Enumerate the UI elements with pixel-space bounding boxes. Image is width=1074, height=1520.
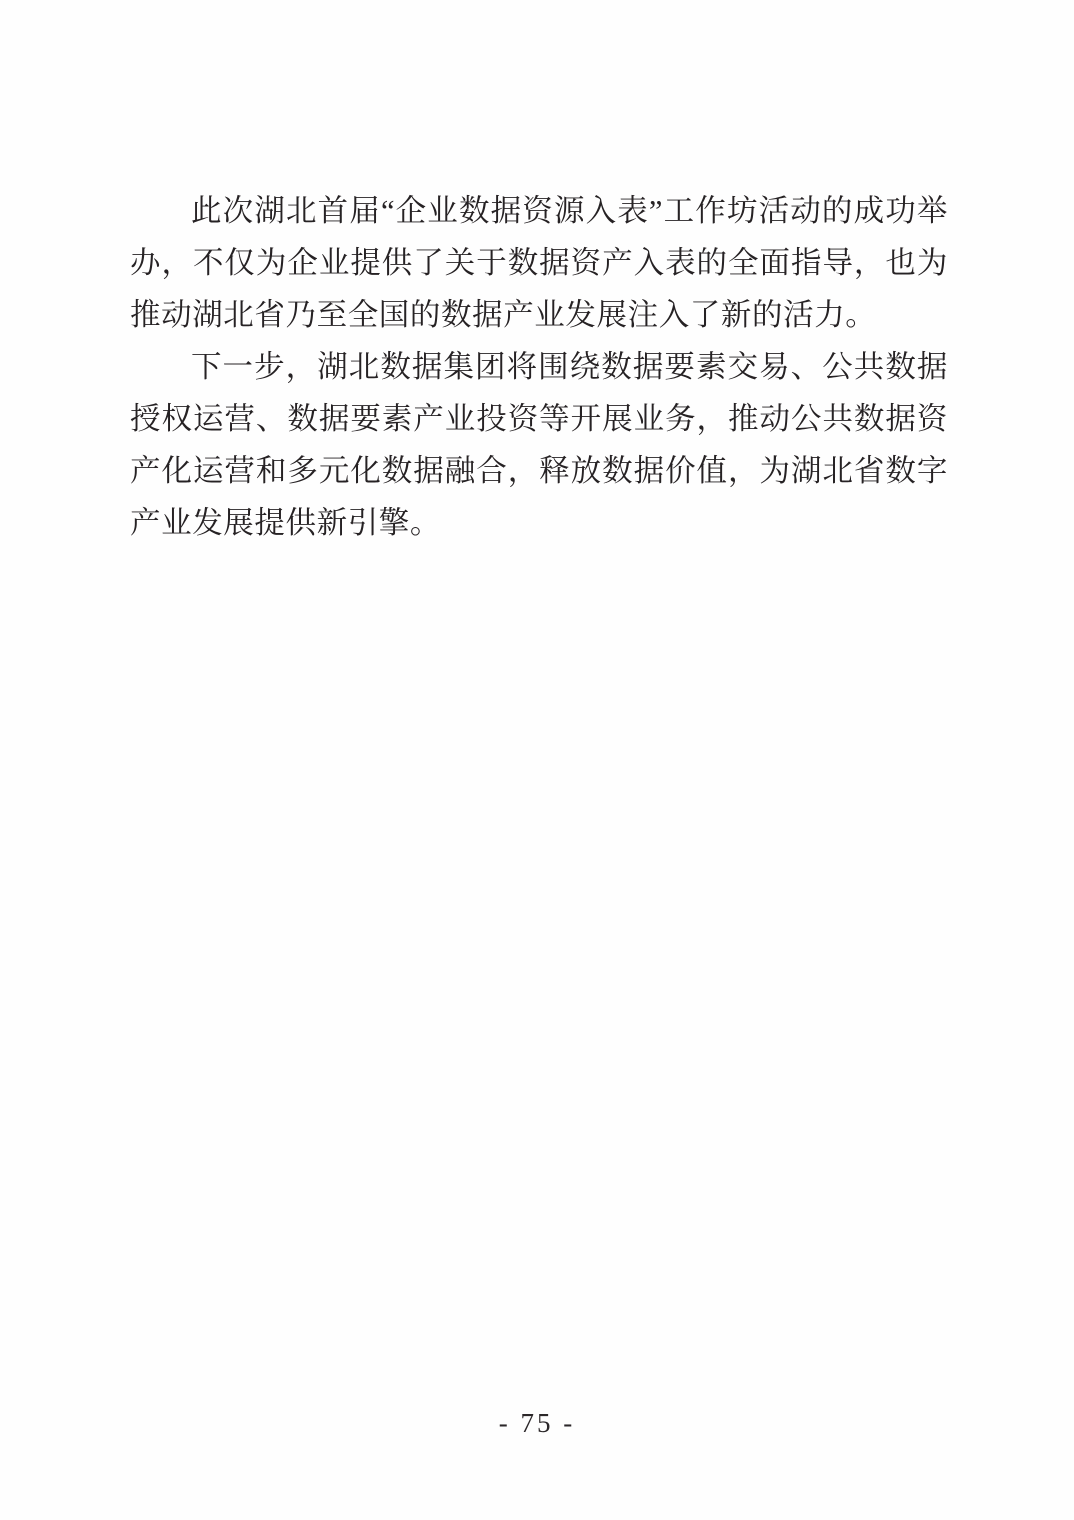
- paragraph-1: 此次湖北首届“企业数据资源入表”工作坊活动的成功举办，不仅为企业提供了关于数据资产入表的全面指导，也为推动湖北省乃至全国的数据产业发展注入了新的活力。: [130, 194, 948, 332]
- paragraph-2: 下一步，湖北数据集团将围绕数据要素交易、公共数据授权运营、数据要素产业投资等开展业务，推动公共数据资产化运营和多元化数据融合，释放数据价值，为湖北省数字产业发展提供新引擎。: [130, 350, 948, 540]
- page-footer: [0, 1408, 1074, 1439]
- page-body-text: [130, 185, 948, 549]
- page-number: - 75 -: [498, 1408, 576, 1438]
